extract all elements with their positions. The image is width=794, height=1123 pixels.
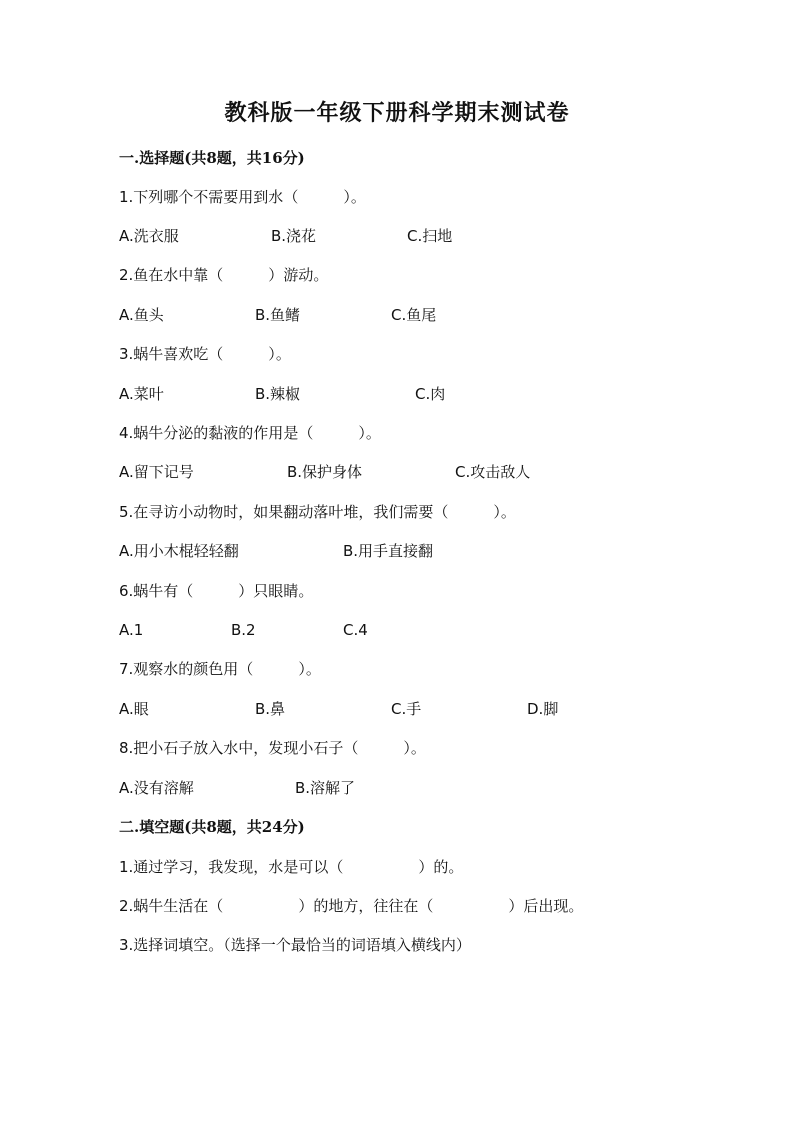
option-8b: B.溶解了 [295,779,356,797]
option-7d: D.脚 [527,700,559,718]
option-2c: C.鱼尾 [391,306,437,324]
option-7a: A.眼 [119,700,149,718]
question-stem-5: 5.在寻访小动物时，如果翻动落叶堆，我们需要（ ）。 [119,503,516,521]
option-6c: C.4 [343,621,368,639]
option-3b: B.辣椒 [255,385,301,403]
question-stem-1: 1.下列哪个不需要用到水（ ）。 [119,188,366,206]
question-stem-2: 2.鱼在水中靠（ ）游动。 [119,266,329,284]
option-3c: C.肉 [415,385,446,403]
option-2a: A.鱼头 [119,306,164,324]
option-5b: B.用手直接翻 [343,542,434,560]
option-5a: A.用小木棍轻轻翻 [119,542,239,560]
option-4a: A.留下记号 [119,463,194,481]
option-1a: A.洗衣服 [119,227,179,245]
option-7c: C.手 [391,700,422,718]
option-8a: A.没有溶解 [119,779,194,797]
fill-question-3: 3.选择词填空。（选择一个最恰当的词语填入横线内） [119,936,471,954]
page-title: 教科版一年级下册科学期末测试卷 [224,100,570,126]
section-heading-choice: 一.选择题(共8题，共16分) [119,149,305,167]
question-stem-8: 8.把小石子放入水中，发现小石子（ ）。 [119,739,426,757]
question-stem-4: 4.蜗牛分泌的黏液的作用是（ ）。 [119,424,381,442]
option-1c: C.扫地 [407,227,453,245]
fill-question-2: 2.蜗牛生活在（ ）的地方，往往在（ ）后出现。 [119,897,584,915]
option-2b: B.鱼鳍 [255,306,301,324]
section-heading-fill: 二.填空题(共8题，共24分) [119,818,305,836]
option-4b: B.保护身体 [287,463,363,481]
option-3a: A.菜叶 [119,385,164,403]
option-1b: B.浇花 [271,227,317,245]
option-4c: C.攻击敌人 [455,463,531,481]
question-stem-6: 6.蜗牛有（ ）只眼睛。 [119,582,314,600]
question-stem-3: 3.蜗牛喜欢吃（ ）。 [119,345,291,363]
option-6b: B.2 [231,621,256,639]
question-stem-7: 7.观察水的颜色用（ ）。 [119,660,321,678]
option-7b: B.鼻 [255,700,286,718]
fill-question-1: 1.通过学习，我发现，水是可以（ ）的。 [119,858,464,876]
option-6a: A.1 [119,621,144,639]
